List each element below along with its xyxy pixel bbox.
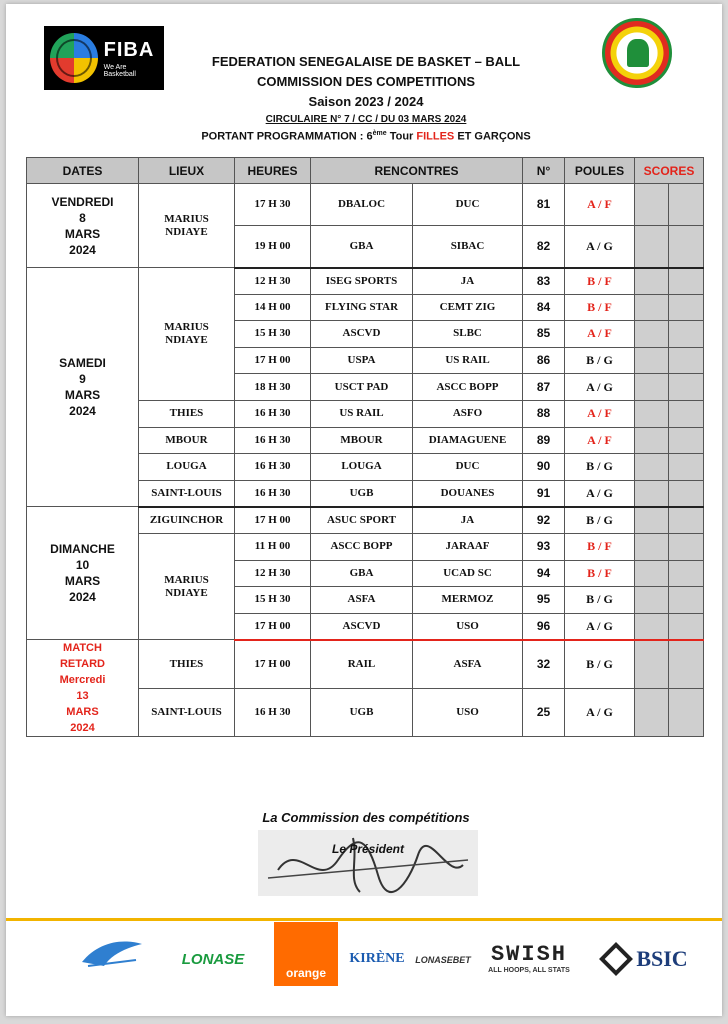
home-team-cell: US RAIL (311, 400, 413, 427)
away-team-cell: ASFA (413, 640, 523, 689)
home-team-cell: MBOUR (311, 427, 413, 454)
score-away-cell (669, 480, 704, 507)
pool-cell: B / F (565, 533, 635, 560)
pool-cell: A / F (565, 427, 635, 454)
bsic-wordmark: BSIC (636, 946, 688, 971)
pool-cell: B / F (565, 560, 635, 587)
score-home-cell (635, 427, 669, 454)
sponsor-orange: orange (274, 922, 338, 986)
pool-cell: B / G (565, 347, 635, 374)
score-away-cell (669, 268, 704, 295)
header-dates: DATES (27, 158, 139, 184)
away-team-cell: JARAAF (413, 533, 523, 560)
home-team-cell: ASCVD (311, 321, 413, 348)
circular-reference: CIRCULAIRE N° 7 / CC / DU 03 MARS 2024 (265, 114, 467, 125)
home-team-cell: GBA (311, 560, 413, 587)
venue-cell: THIES (139, 400, 235, 427)
pool-cell: A / F (565, 321, 635, 348)
score-away-cell (669, 560, 704, 587)
home-team-cell: ASCC BOPP (311, 533, 413, 560)
time-cell: 17 H 00 (235, 613, 311, 640)
away-team-cell: DUC (413, 184, 523, 226)
footer-divider (6, 918, 722, 921)
score-home-cell (635, 321, 669, 348)
pool-cell: B / G (565, 640, 635, 689)
pool-cell: A / F (565, 400, 635, 427)
away-team-cell: JA (413, 268, 523, 295)
match-number-cell: 86 (523, 347, 565, 374)
score-away-cell (669, 294, 704, 321)
away-team-cell: US RAIL (413, 347, 523, 374)
handwritten-signature (258, 830, 478, 896)
score-home-cell (635, 507, 669, 534)
pool-cell: B / F (565, 294, 635, 321)
away-team-cell: ASFO (413, 400, 523, 427)
header-lieux: LIEUX (139, 158, 235, 184)
sponsor-bird-logo (78, 932, 146, 976)
away-team-cell: UCAD SC (413, 560, 523, 587)
away-team-cell: USO (413, 688, 523, 737)
header-num: N° (523, 158, 565, 184)
match-number-cell: 94 (523, 560, 565, 587)
score-home-cell (635, 347, 669, 374)
score-away-cell (669, 533, 704, 560)
score-home-cell (635, 374, 669, 401)
schedule-body (27, 184, 704, 737)
commission-signature-label: La Commission des compétitions (262, 810, 470, 825)
home-team-cell: ASCVD (311, 613, 413, 640)
venue-cell: MARIUS NDIAYE (139, 184, 235, 268)
venue-cell: MARIUS NDIAYE (139, 268, 235, 401)
match-number-cell: 32 (523, 640, 565, 689)
federation-seal-icon (602, 18, 672, 88)
score-away-cell (669, 688, 704, 737)
score-away-cell (669, 587, 704, 614)
score-home-cell (635, 613, 669, 640)
basketball-icon (50, 33, 98, 83)
time-cell: 15 H 30 (235, 321, 311, 348)
pool-cell: B / G (565, 507, 635, 534)
season-title: Saison 2023 / 2024 (308, 94, 424, 109)
match-number-cell: 83 (523, 268, 565, 295)
score-home-cell (635, 560, 669, 587)
home-team-cell: UGB (311, 480, 413, 507)
time-cell: 17 H 00 (235, 347, 311, 374)
federation-title: FEDERATION SENEGALAISE DE BASKET – BALL (211, 54, 521, 69)
score-away-cell (669, 374, 704, 401)
match-number-cell: 81 (523, 184, 565, 226)
score-away-cell (669, 454, 704, 481)
score-away-cell (669, 226, 704, 268)
time-cell: 11 H 00 (235, 533, 311, 560)
fiba-wordmark: FIBA (103, 38, 155, 61)
away-team-cell: ASCC BOPP (413, 374, 523, 401)
match-number-cell: 85 (523, 321, 565, 348)
header-poules: POULES (565, 158, 635, 184)
away-team-cell: USO (413, 613, 523, 640)
home-team-cell: ASFA (311, 587, 413, 614)
score-home-cell (635, 587, 669, 614)
sponsor-kirene: KIRÈNE (349, 951, 405, 966)
time-cell: 17 H 00 (235, 507, 311, 534)
match-number-cell: 95 (523, 587, 565, 614)
score-away-cell (669, 184, 704, 226)
girls-label: FILLES (416, 130, 455, 143)
header-rencontres: RENCONTRES (311, 158, 523, 184)
match-number-cell: 96 (523, 613, 565, 640)
score-away-cell (669, 321, 704, 348)
score-away-cell (669, 400, 704, 427)
date-cell: MATCH RETARD Mercredi 13 MARS 2024 (27, 640, 139, 737)
home-team-cell: LOUGA (311, 454, 413, 481)
time-cell: 19 H 00 (235, 226, 311, 268)
sponsor-swish (482, 928, 576, 988)
away-team-cell: JA (413, 507, 523, 534)
bsic-diamond-icon (599, 942, 633, 976)
match-number-cell: 82 (523, 226, 565, 268)
schedule-table (26, 157, 704, 737)
home-team-cell: GBA (311, 226, 413, 268)
pool-cell: A / G (565, 613, 635, 640)
match-number-cell: 92 (523, 507, 565, 534)
score-away-cell (669, 347, 704, 374)
score-away-cell (669, 640, 704, 689)
table-row (27, 640, 704, 689)
home-team-cell: UGB (311, 688, 413, 737)
pool-cell: B / G (565, 454, 635, 481)
venue-cell: SAINT-LOUIS (139, 480, 235, 507)
score-home-cell (635, 454, 669, 481)
president-label: Le Président (331, 842, 405, 856)
bird-icon (78, 932, 146, 976)
home-team-cell: DBALOC (311, 184, 413, 226)
table-header-row (27, 158, 704, 184)
pool-cell: B / F (565, 268, 635, 295)
pool-cell: A / F (565, 184, 635, 226)
sponsor-lonasebet: LONASEBET (415, 955, 471, 965)
time-cell: 16 H 30 (235, 480, 311, 507)
score-home-cell (635, 480, 669, 507)
header-heures: HEURES (235, 158, 311, 184)
score-home-cell (635, 184, 669, 226)
match-number-cell: 84 (523, 294, 565, 321)
swish-wordmark: SWISH (490, 942, 567, 967)
table-row (27, 268, 704, 295)
away-team-cell: DUC (413, 454, 523, 481)
venue-cell: ZIGUINCHOR (139, 507, 235, 534)
date-cell: DIMANCHE 10 MARS 2024 (27, 507, 139, 640)
score-home-cell (635, 400, 669, 427)
pool-cell: A / G (565, 226, 635, 268)
home-team-cell: RAIL (311, 640, 413, 689)
time-cell: 16 H 30 (235, 427, 311, 454)
fiba-tagline: We Are Basketball (103, 63, 136, 78)
table-row (27, 507, 704, 534)
venue-cell: MBOUR (139, 427, 235, 454)
time-cell: 17 H 00 (235, 640, 311, 689)
time-cell: 16 H 30 (235, 454, 311, 481)
score-home-cell (635, 294, 669, 321)
score-away-cell (669, 613, 704, 640)
match-number-cell: 25 (523, 688, 565, 737)
time-cell: 16 H 30 (235, 400, 311, 427)
table-row (27, 184, 704, 226)
pool-cell: A / G (565, 688, 635, 737)
time-cell: 18 H 30 (235, 374, 311, 401)
match-number-cell: 88 (523, 400, 565, 427)
venue-cell: SAINT-LOUIS (139, 688, 235, 737)
time-cell: 14 H 00 (235, 294, 311, 321)
score-home-cell (635, 268, 669, 295)
score-home-cell (635, 688, 669, 737)
programming-line: PORTANT PROGRAMMATION : 6ème Tour FILLES ET GARÇONS (201, 130, 531, 143)
away-team-cell: CEMT ZIG (413, 294, 523, 321)
sponsor-lonase: LONASE (181, 950, 245, 968)
home-team-cell: ISEG SPORTS (311, 268, 413, 295)
score-home-cell (635, 533, 669, 560)
header-scores: SCORES (635, 158, 704, 184)
venue-cell: LOUGA (139, 454, 235, 481)
home-team-cell: ASUC SPORT (311, 507, 413, 534)
swish-tagline: ALL HOOPS, ALL STATS (488, 967, 570, 974)
away-team-cell: SLBC (413, 321, 523, 348)
commission-title: COMMISSION DES COMPETITIONS (256, 74, 476, 89)
date-cell: VENDREDI 8 MARS 2024 (27, 184, 139, 268)
score-away-cell (669, 507, 704, 534)
fiba-logo (44, 26, 164, 90)
match-number-cell: 89 (523, 427, 565, 454)
date-cell: SAMEDI 9 MARS 2024 (27, 268, 139, 507)
away-team-cell: MERMOZ (413, 587, 523, 614)
score-home-cell (635, 640, 669, 689)
score-home-cell (635, 226, 669, 268)
away-team-cell: DIAMAGUENE (413, 427, 523, 454)
home-team-cell: USCT PAD (311, 374, 413, 401)
time-cell: 17 H 30 (235, 184, 311, 226)
away-team-cell: DOUANES (413, 480, 523, 507)
document-page (6, 4, 722, 1016)
match-number-cell: 93 (523, 533, 565, 560)
venue-cell: THIES (139, 640, 235, 689)
match-number-cell: 90 (523, 454, 565, 481)
pool-cell: A / G (565, 480, 635, 507)
score-away-cell (669, 427, 704, 454)
time-cell: 12 H 30 (235, 268, 311, 295)
time-cell: 16 H 30 (235, 688, 311, 737)
venue-cell: MARIUS NDIAYE (139, 533, 235, 639)
home-team-cell: FLYING STAR (311, 294, 413, 321)
match-number-cell: 91 (523, 480, 565, 507)
away-team-cell: SIBAC (413, 226, 523, 268)
pool-cell: B / G (565, 587, 635, 614)
time-cell: 15 H 30 (235, 587, 311, 614)
pool-cell: A / G (565, 374, 635, 401)
time-cell: 12 H 30 (235, 560, 311, 587)
home-team-cell: USPA (311, 347, 413, 374)
match-number-cell: 87 (523, 374, 565, 401)
sponsor-bsic (594, 934, 698, 984)
